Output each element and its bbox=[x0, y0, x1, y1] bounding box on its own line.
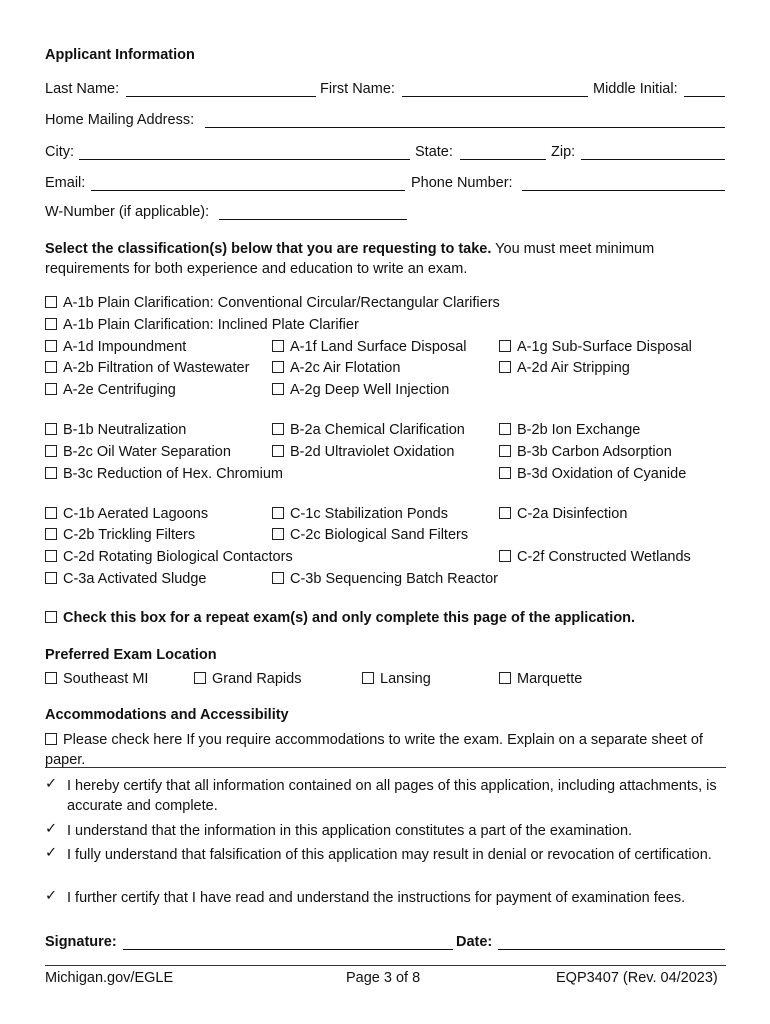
signature-label: Signature: bbox=[45, 934, 117, 950]
footer-page-number: Page 3 of 8 bbox=[346, 970, 421, 986]
checkbox-c2c[interactable]: C-2c Biological Sand Filters bbox=[272, 527, 468, 543]
checkbox-c2f[interactable]: C-2f Constructed Wetlands bbox=[499, 549, 691, 565]
checkbox-a1b-inclined[interactable]: A-1b Plain Clarification: Inclined Plate Clarifier bbox=[45, 317, 359, 333]
state-field[interactable] bbox=[460, 159, 546, 160]
middle-initial-label: Middle Initial: bbox=[593, 81, 678, 97]
checkbox-icon bbox=[499, 467, 511, 479]
city-label: City: bbox=[45, 144, 74, 160]
first-name-label: First Name: bbox=[320, 81, 395, 97]
checkbox-a2d[interactable]: A-2d Air Stripping bbox=[499, 360, 630, 376]
checkbox-a1b-conventional[interactable]: A-1b Plain Clarification: Conventional Circular/Rectangular Clarifiers bbox=[45, 295, 500, 311]
checkbox-location-marquette[interactable]: Marquette bbox=[499, 671, 582, 687]
checkbox-icon bbox=[45, 507, 57, 519]
checkbox-icon bbox=[272, 528, 284, 540]
checkbox-repeat-exam[interactable]: Check this box for a repeat exam(s) and only complete this page of the application. bbox=[45, 610, 635, 626]
classification-intro-rest: You must meet minimum requirements for both experience and education to write an exam. bbox=[45, 241, 655, 277]
checkbox-c3b[interactable]: C-3b Sequencing Batch Reactor bbox=[272, 571, 498, 587]
checkmark-icon: ✓ bbox=[45, 888, 58, 904]
last-name-field[interactable] bbox=[126, 96, 316, 97]
checkbox-icon bbox=[45, 383, 57, 395]
checkbox-c3a[interactable]: C-3a Activated Sludge bbox=[45, 571, 206, 587]
checkbox-icon bbox=[45, 550, 57, 562]
accommodations-heading: Accommodations and Accessibility bbox=[45, 707, 289, 723]
zip-label: Zip: bbox=[551, 144, 576, 160]
checkbox-icon bbox=[499, 550, 511, 562]
state-label: State: bbox=[415, 144, 453, 160]
checkbox-b2b[interactable]: B-2b Ion Exchange bbox=[499, 422, 640, 438]
checkbox-icon bbox=[499, 340, 511, 352]
checkbox-b3c[interactable]: B-3c Reduction of Hex. Chromium bbox=[45, 466, 283, 482]
home-address-label: Home Mailing Address: bbox=[45, 112, 195, 128]
checkbox-icon bbox=[362, 672, 374, 684]
footer-form-id: EQP3407 (Rev. 04/2023) bbox=[556, 970, 718, 986]
checkbox-icon bbox=[45, 296, 57, 308]
checkbox-icon bbox=[272, 572, 284, 584]
checkbox-icon bbox=[272, 383, 284, 395]
signature-field[interactable] bbox=[123, 949, 453, 950]
checkbox-c2d[interactable]: C-2d Rotating Biological Contactors bbox=[45, 549, 293, 565]
checkbox-icon bbox=[45, 445, 57, 457]
checkbox-icon bbox=[499, 423, 511, 435]
checkbox-a1d[interactable]: A-1d Impoundment bbox=[45, 339, 186, 355]
checkbox-icon bbox=[45, 733, 57, 745]
checkbox-a2c[interactable]: A-2c Air Flotation bbox=[272, 360, 400, 376]
checkbox-b2c[interactable]: B-2c Oil Water Separation bbox=[45, 444, 231, 460]
checkbox-a1g[interactable]: A-1g Sub-Surface Disposal bbox=[499, 339, 692, 355]
zip-field[interactable] bbox=[581, 159, 725, 160]
checkbox-icon bbox=[45, 423, 57, 435]
middle-initial-field[interactable] bbox=[684, 96, 725, 97]
checkbox-a2g[interactable]: A-2g Deep Well Injection bbox=[272, 382, 449, 398]
checkbox-a1f[interactable]: A-1f Land Surface Disposal bbox=[272, 339, 467, 355]
wnumber-field[interactable] bbox=[219, 219, 407, 220]
checkbox-icon bbox=[45, 340, 57, 352]
checkbox-c1b[interactable]: C-1b Aerated Lagoons bbox=[45, 506, 208, 522]
checkbox-location-lansing[interactable]: Lansing bbox=[362, 671, 431, 687]
checkbox-b2a[interactable]: B-2a Chemical Clarification bbox=[272, 422, 465, 438]
checkbox-icon bbox=[194, 672, 206, 684]
checkbox-icon bbox=[45, 361, 57, 373]
checkbox-icon bbox=[272, 445, 284, 457]
checkbox-icon bbox=[499, 445, 511, 457]
checkbox-a2b[interactable]: A-2b Filtration of Wastewater bbox=[45, 360, 249, 376]
classification-intro bbox=[45, 239, 735, 279]
checkmark-icon: ✓ bbox=[45, 776, 58, 792]
checkbox-location-southeast[interactable]: Southeast MI bbox=[45, 671, 148, 687]
home-address-field[interactable] bbox=[205, 127, 725, 128]
checkbox-b1b[interactable]: B-1b Neutralization bbox=[45, 422, 186, 438]
phone-label: Phone Number: bbox=[411, 175, 513, 191]
checkmark-icon: ✓ bbox=[45, 821, 58, 837]
checkbox-icon bbox=[45, 572, 57, 584]
checkbox-icon bbox=[45, 528, 57, 540]
checkbox-b3b[interactable]: B-3b Carbon Adsorption bbox=[499, 444, 672, 460]
checkbox-a2e[interactable]: A-2e Centrifuging bbox=[45, 382, 176, 398]
classification-intro-bold: Select the classification(s) below that you are requesting to take. bbox=[45, 241, 492, 257]
date-field[interactable] bbox=[498, 949, 725, 950]
section-divider bbox=[45, 767, 726, 768]
checkbox-icon bbox=[499, 507, 511, 519]
checkbox-icon bbox=[45, 672, 57, 684]
first-name-field[interactable] bbox=[402, 96, 588, 97]
checkbox-c1c[interactable]: C-1c Stabilization Ponds bbox=[272, 506, 448, 522]
phone-field[interactable] bbox=[522, 190, 725, 191]
wnumber-label: W-Number (if applicable): bbox=[45, 204, 210, 220]
city-field[interactable] bbox=[79, 159, 410, 160]
footer-left: Michigan.gov/EGLE bbox=[45, 970, 174, 986]
checkbox-b2d[interactable]: B-2d Ultraviolet Oxidation bbox=[272, 444, 454, 460]
checkbox-icon bbox=[272, 361, 284, 373]
checkbox-icon bbox=[272, 340, 284, 352]
checkbox-icon bbox=[45, 467, 57, 479]
checkbox-location-grand-rapids[interactable]: Grand Rapids bbox=[194, 671, 301, 687]
checkbox-c2a[interactable]: C-2a Disinfection bbox=[499, 506, 627, 522]
checkbox-b3d[interactable]: B-3d Oxidation of Cyanide bbox=[499, 466, 686, 482]
checkbox-icon bbox=[272, 507, 284, 519]
checkbox-icon bbox=[499, 672, 511, 684]
email-label: Email: bbox=[45, 175, 86, 191]
checkmark-icon: ✓ bbox=[45, 845, 58, 861]
footer-divider bbox=[45, 965, 726, 966]
checkbox-accommodations[interactable]: Please check here If you require accommodations to write the exam. Explain on a separate sheet of paper. bbox=[45, 732, 703, 768]
checkbox-icon bbox=[45, 318, 57, 330]
checkbox-icon bbox=[499, 361, 511, 373]
checkbox-c2b[interactable]: C-2b Trickling Filters bbox=[45, 527, 195, 543]
location-heading: Preferred Exam Location bbox=[45, 647, 217, 663]
checkbox-icon bbox=[45, 611, 57, 623]
checkbox-icon bbox=[272, 423, 284, 435]
date-label: Date: bbox=[456, 934, 493, 950]
last-name-label: Last Name: bbox=[45, 81, 120, 97]
email-field[interactable] bbox=[91, 190, 405, 191]
applicant-heading: Applicant Information bbox=[45, 47, 195, 63]
